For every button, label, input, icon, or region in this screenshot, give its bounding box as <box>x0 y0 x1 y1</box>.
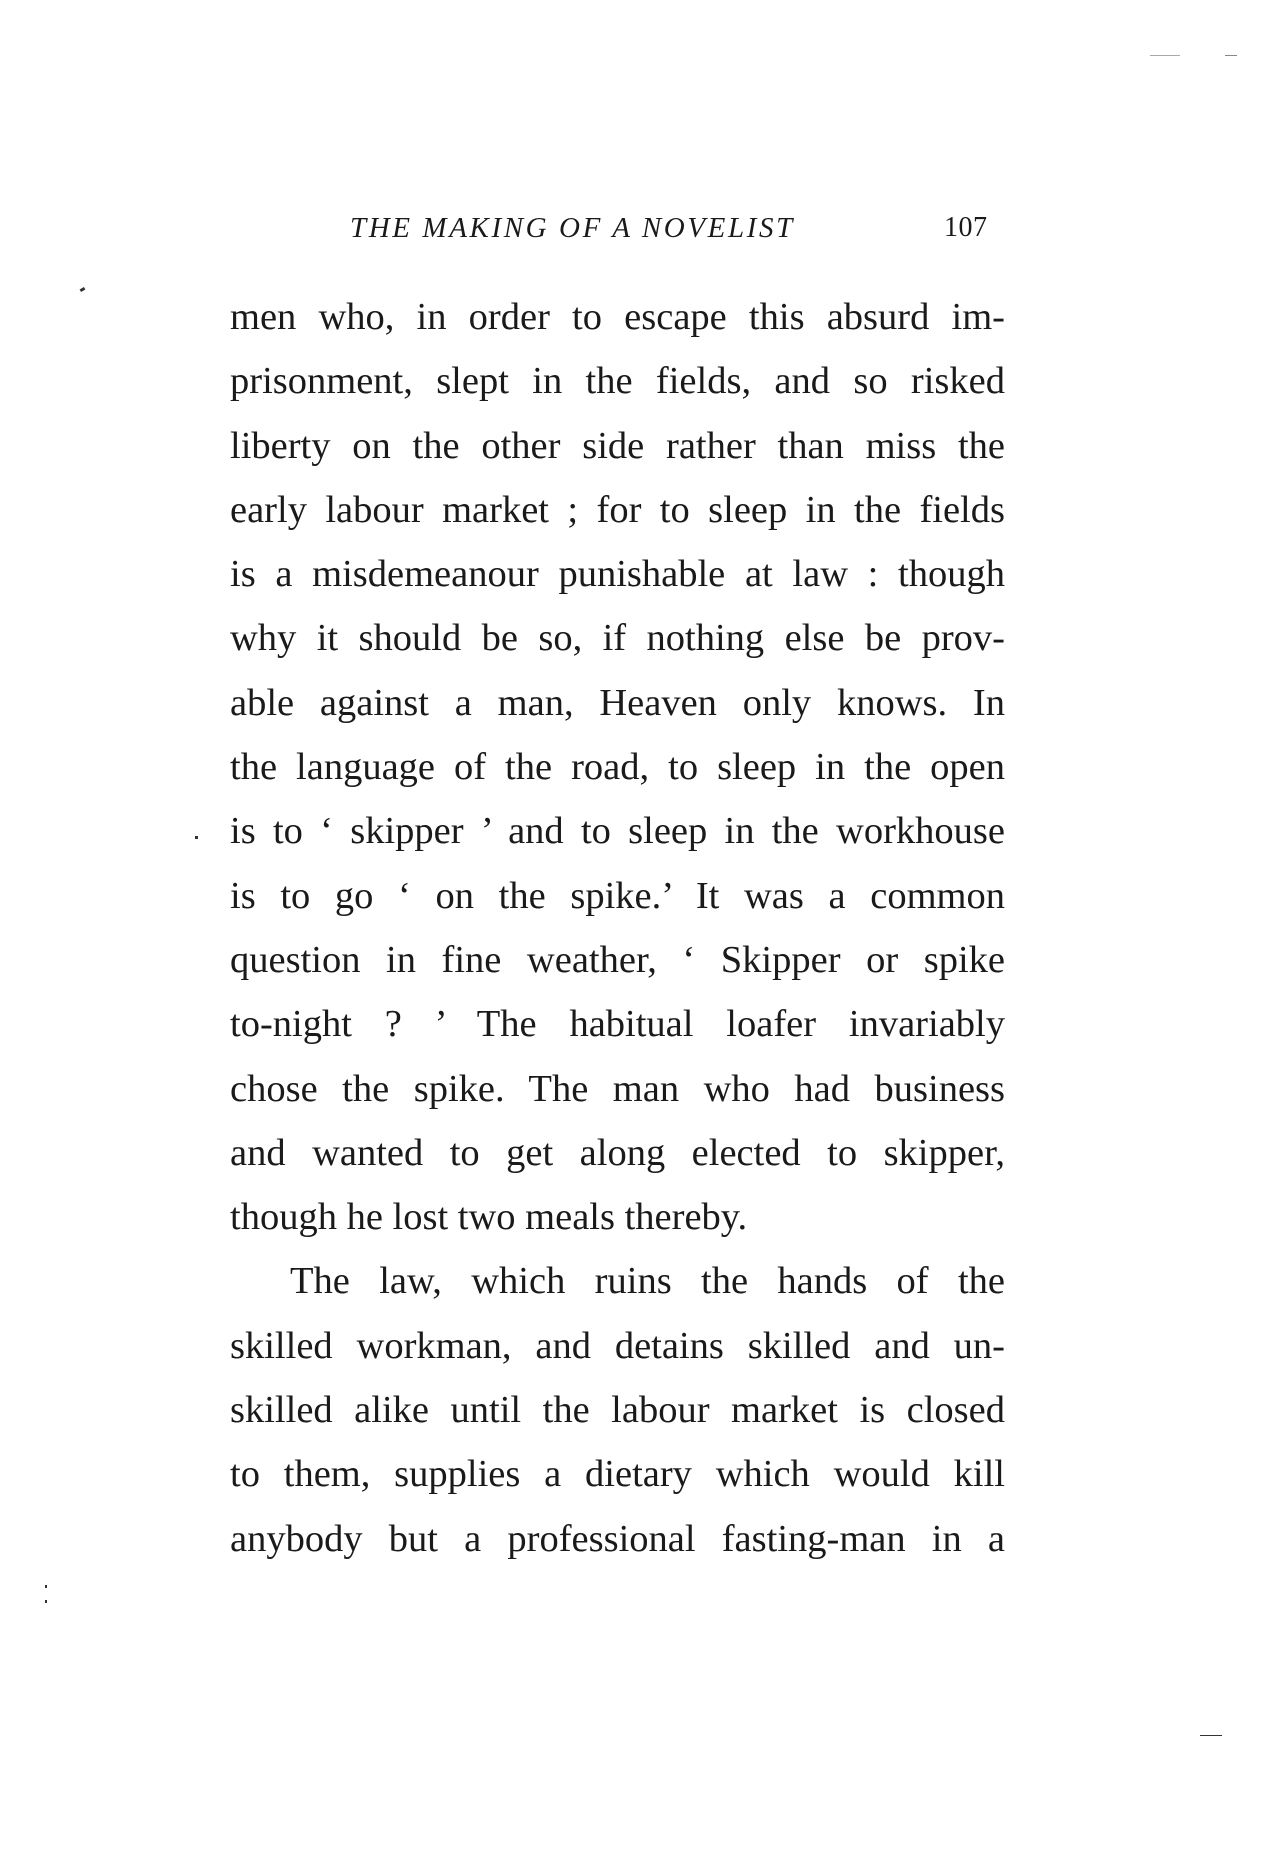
text-line: skilled alike until the labour market is closed <box>230 1389 1005 1432</box>
scan-speck <box>80 287 86 292</box>
text-line: early labour market ; for to sleep in the fields <box>230 488 1005 531</box>
text-line: The law, which ruins the hands of the <box>290 1260 1005 1303</box>
text-line: anybody but a professional fasting-man in a <box>230 1517 1005 1560</box>
text-line: is to go ‘ on the spike.’ It was a common <box>230 874 1005 917</box>
paragraph <box>230 1249 1005 1570</box>
text-line: skilled workman, and detains skilled and un- <box>230 1324 1005 1367</box>
scan-speck <box>1150 55 1180 56</box>
text-line: is to ‘ skipper ’ and to sleep in the workhouse <box>230 810 1005 853</box>
running-head <box>0 206 1265 250</box>
body-text <box>230 285 1005 1571</box>
scan-speck <box>1200 1735 1222 1736</box>
text-line: able against a man, Heaven only knows. In <box>230 681 1005 724</box>
text-line: chose the spike. The man who had business <box>230 1067 1005 1110</box>
text-line: the language of the road, to sleep in the open <box>230 746 1005 789</box>
paragraph <box>230 285 1005 1249</box>
page-number: 107 <box>944 212 988 243</box>
scan-speck <box>1225 55 1237 56</box>
text-line: why it should be so, if nothing else be prov- <box>230 617 1005 660</box>
text-line: question in fine weather, ‘ Skipper or spike <box>230 938 1005 981</box>
scan-speck <box>45 1585 47 1588</box>
scan-speck <box>195 836 198 839</box>
text-line: men who, in order to escape this absurd im- <box>230 296 1005 338</box>
text-line: is a misdemeanour punishable at law : though <box>230 553 1005 596</box>
text-line: to them, supplies a dietary which would kill <box>230 1453 1005 1496</box>
scan-speck <box>45 1600 47 1603</box>
text-line: prisonment, slept in the fields, and so risked <box>230 360 1005 403</box>
text-line: to-night ? ’ The habitual loafer invariably <box>230 1003 1005 1046</box>
text-line: liberty on the other side rather than miss the <box>230 424 1005 467</box>
text-line: though he lost two meals thereby. <box>230 1196 748 1239</box>
running-title: THE MAKING OF A NOVELIST <box>350 212 795 244</box>
text-line: and wanted to get along elected to skipper, <box>230 1131 1005 1174</box>
